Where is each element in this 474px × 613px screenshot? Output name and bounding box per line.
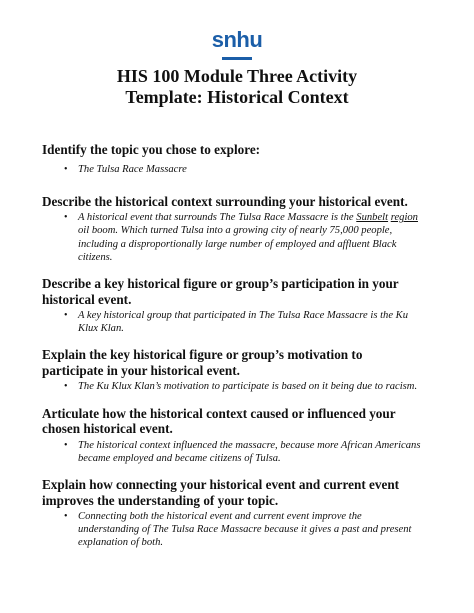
answer-context: [64, 211, 422, 264]
section-influence: [42, 406, 422, 465]
logo-underline: [222, 57, 252, 60]
answer-text: The Tulsa Race Massacre: [78, 163, 187, 175]
question-topic: Identify the topic you chose to explore:: [42, 142, 261, 157]
question-motivation: Explain the key historical figure or group’s motivation to participate in your historical event.: [42, 347, 363, 378]
section-context: [42, 194, 422, 264]
answer-text-post: oil boom. Which turned Tulsa into a growing city of nearly 75,000 people, including a disproportionally large number of employed and affluent Black citizens.: [78, 225, 397, 263]
section-figure: [42, 276, 422, 335]
title-line-2: Template: Historical Context: [125, 87, 349, 107]
underlined-term-sunbelt: Sunbelt: [356, 212, 389, 224]
bullet-icon: •: [64, 511, 68, 523]
bullet-icon: •: [64, 381, 68, 393]
logo-text: snhu: [211, 27, 263, 52]
question-influence: Articulate how the historical context caused or influenced your chosen historical event.: [42, 405, 396, 437]
answer-text: A key historical group that participated in The Tulsa Race Massacre is the Ku Klux Klan.: [78, 310, 409, 335]
bullet-icon: •: [64, 212, 68, 224]
section-connection: [42, 477, 422, 550]
bullet-icon: •: [64, 439, 68, 451]
bullet-icon: •: [64, 163, 68, 175]
section-motivation: [42, 347, 422, 393]
section-topic: [42, 142, 422, 176]
answer-connection: [64, 510, 422, 550]
underlined-term-region: region: [390, 212, 418, 224]
answer-text-pre: A historical event that surrounds The Tulsa Race Massacre is the: [78, 212, 357, 224]
answer-influence: [64, 439, 422, 465]
answer-figure: [64, 309, 422, 335]
answer-text: [78, 211, 422, 264]
question-context: Describe the historical context surrounding your historical event.: [42, 193, 408, 209]
answer-topic: [64, 163, 422, 176]
question-figure: Describe a key historical figure or group’s participation in your historical event.: [42, 276, 399, 307]
answer-text: Connecting both the historical event and current event improve the understanding of The Tulsa Race Massacre because it gives a past and present explanation of both.: [78, 511, 412, 549]
document-content: [42, 142, 422, 562]
snhu-logo: [0, 29, 474, 52]
answer-text: The historical context influenced the massacre, because more African Americans became employed and became citizens of Tulsa.: [78, 439, 421, 464]
title-line-1: HIS 100 Module Three Activity: [116, 66, 358, 86]
document-title: [0, 66, 474, 108]
answer-motivation: [64, 380, 422, 393]
bullet-icon: •: [64, 310, 68, 322]
answer-text: The Ku Klux Klan’s motivation to participate is based on it being due to racism.: [78, 381, 418, 393]
question-connection: Explain how connecting your historical event and current event improves the understanding of your topic.: [42, 477, 400, 508]
